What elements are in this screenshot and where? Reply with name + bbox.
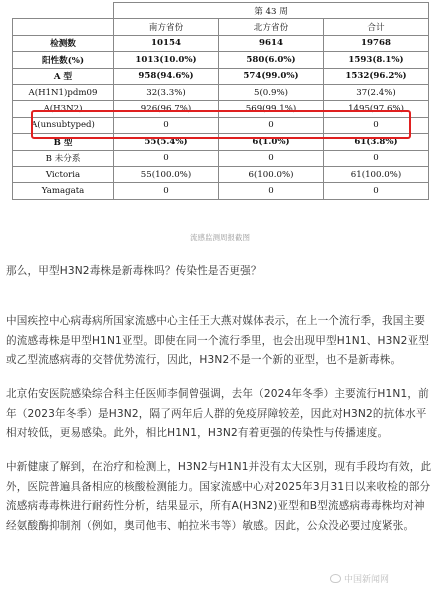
table-row [13,150,429,166]
table-row [13,52,429,68]
week-row [13,3,429,19]
table-cell: 6(1.0%) [219,134,324,150]
column-header-north: 北方省份 [219,19,324,35]
paragraph-question: 那么，甲型H3N2毒株是新毒株吗？传染性是否更强？ [6,265,262,277]
table-cell: 5(0.9%) [219,84,324,100]
table-cell: 9614 [219,35,324,51]
table-cell: 0 [219,117,324,133]
column-header-total: 合计 [324,19,429,35]
table-cell: 926(96.7%) [114,101,219,117]
table-cell: 0 [219,183,324,199]
h3n2-row-highlight-box [31,110,411,139]
table-cell: 958(94.6%) [114,68,219,84]
row-label: 阳性数(%) [13,52,114,68]
row-label: A(H1N1)pdm09 [13,84,114,100]
row-label: Yamagata [13,183,114,199]
paragraph-wang-dayan: 中国疾控中心病毒病所国家流感中心主任王大燕对媒体表示，在上一个流行季，我国主要的流感毒株是甲型H1N1亚型。即使在同一个流行季里，也会出现甲型H1N1、H3N2亚型或乙型流感病毒的交替优势流行，因此，H3N2不是一个新的亚型，也不是新毒株。 [6,315,429,366]
row-label: A 型 [13,68,114,84]
watermark-text: 中国新闻网 [344,575,390,585]
table-cell: 1013(10.0%) [114,52,219,68]
week-label: 第 43 周 [114,3,429,19]
table-cell: 61(3.8%) [324,134,429,150]
table-cell: 1532(96.2%) [324,68,429,84]
table-cell: 10154 [114,35,219,51]
table-cell: 569(99.1%) [219,101,324,117]
table-row [13,183,429,199]
watermark [330,572,389,585]
paragraph-li-tongzeng: 北京佑安医院感染综合科主任医师李侗曾强调，去年（2024年冬季）主要流行H1N1，前年（2023年冬季）是H3N2，隔了两年后人群的免疫屏障较差，因此对H3N2的抗体水平相对较低，更易感染。此外，相比H1N1，H3N2有着更强的传染性与传播速度。 [6,388,429,439]
table-cell: 6(100.0%) [219,166,324,182]
table-cell: 55(100.0%) [114,166,219,182]
table-cell: 1495(97.6%) [324,101,429,117]
table-cell: 580(6.0%) [219,52,324,68]
table-cell: 0 [114,117,219,133]
table-row [13,68,429,84]
row-label: Victoria [13,166,114,182]
table-row [13,84,429,100]
table-cell: 0 [324,150,429,166]
table-cell: 55(5.4%) [114,134,219,150]
header-row [13,19,429,35]
weibo-logo-icon [330,574,341,583]
flu-surveillance-table [12,2,429,200]
table-cell: 0 [324,117,429,133]
table-cell: 574(99.0%) [219,68,324,84]
column-header-south: 南方省份 [114,19,219,35]
table-row [13,166,429,182]
table-cell: 1593(8.1%) [324,52,429,68]
table-cell: 0 [219,150,324,166]
row-label: B 型 [13,134,114,150]
table-cell: 37(2.4%) [324,84,429,100]
table-row [13,35,429,51]
row-label: B 未分系 [13,150,114,166]
table-cell: 0 [114,150,219,166]
table-cell: 0 [324,183,429,199]
row-label: A(H3N2) [13,101,114,117]
table-cell: 32(3.3%) [114,84,219,100]
row-label: A(unsubtyped) [13,117,114,133]
table-cell: 61(100.0%) [324,166,429,182]
paragraph-treatment: 中新健康了解到，在治疗和检测上，H3N2与H1N1并没有太大区别，现有手段均有效，此外，医院普遍具备相应的核酸检测能力。国家流感中心对2025年3月31日以来收检的部分流感病毒毒株进行耐药性分析，结果显示，所有A(H3N2)亚型和B型流感病毒毒株均对神经氨酸酶抑制剂（例如，奥司他韦、帕拉米韦等）敏感。因此，公众没必要过度紧张。 [6,461,432,532]
table-caption: 流感监测周报截图 [190,233,250,242]
table-cell: 0 [114,183,219,199]
row-label: 检测数 [13,35,114,51]
table-cell: 19768 [324,35,429,51]
